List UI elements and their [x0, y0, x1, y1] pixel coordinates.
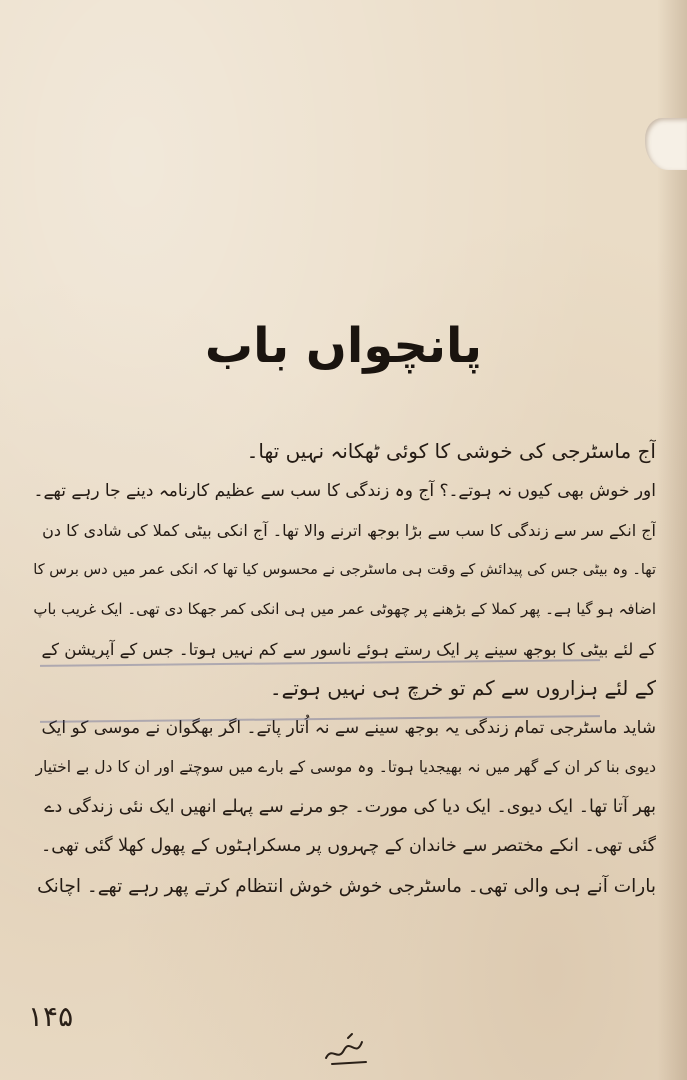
signature-mark [318, 1028, 378, 1068]
text-line: تھا۔ وہ بیٹی جس کی پیدائش کے وقت ہی ماسٹرجی نے محسوس کیا تھا کہ انکی عمر میں دس برس کا [33, 561, 656, 578]
text-line: دیوی بنا کر ان کے گھر میں نہ بھیجدیا ہوتا۔ وہ موسی کے بارے میں سوچتے اور ان کا دل بے اختیار [35, 758, 656, 776]
chapter-title: پانچواں باب [204, 318, 483, 374]
text-line: کے لئے بیٹی کا بوجھ سینے پر ایک رستے ہوئے ناسور سے کم نہیں ہوتا۔ جس کے آپریشن کے [41, 639, 656, 659]
text-line: بھر آتا تھا۔ ایک دیوی۔ ایک دیا کی مورت۔ جو مرنے سے پہلے انھیں ایک نئی زندگی دے [44, 796, 656, 817]
text-line: شاید ماسٹرجی تمام زندگی یہ بوجھ سینے سے نہ اُتار پاتے۔ اگر بھگوان نے موسی کو ایک [41, 717, 656, 738]
text-line: آج ماسٹرجی کی خوشی کا کوئی ٹھکانہ نہیں تھا۔ [246, 439, 656, 463]
text-line: آج انکے سر سے زندگی کا سب سے بڑا بوجھ اترنے والا تھا۔ آج انکی بیٹی کملا کی شادی کا دن [42, 521, 656, 540]
text-line: اضافہ ہو گیا ہے۔ پھر کملا کے بڑھنے پر چھوٹی عمر میں ہی انکی کمر جھکا دی تھی۔ ایک غریب باپ [33, 600, 656, 618]
text-line: اور خوش بھی کیوں نہ ہوتے۔؟ آج وہ زندگی کا سب سے عظیم کارنامہ دینے جا رہے تھے۔ [33, 480, 656, 501]
text-line: بارات آنے ہی والی تھی۔ ماسٹرجی خوش خوش انتظام کرتے پھر رہے تھے۔ اچانک [37, 875, 656, 897]
torn-corner [645, 118, 687, 170]
chapter-body [28, 432, 656, 906]
text-line: کے لئے ہزاروں سے کم تو خرچ ہی نہیں ہوتے۔ [269, 676, 656, 700]
text-line: گئی تھی۔ انکے مختصر سے خاندان کے چہروں پر مسکراہٹوں کے پھول کھلا گئی تھی۔ [41, 836, 656, 856]
page-number: ۱۴۵ [28, 1000, 74, 1033]
